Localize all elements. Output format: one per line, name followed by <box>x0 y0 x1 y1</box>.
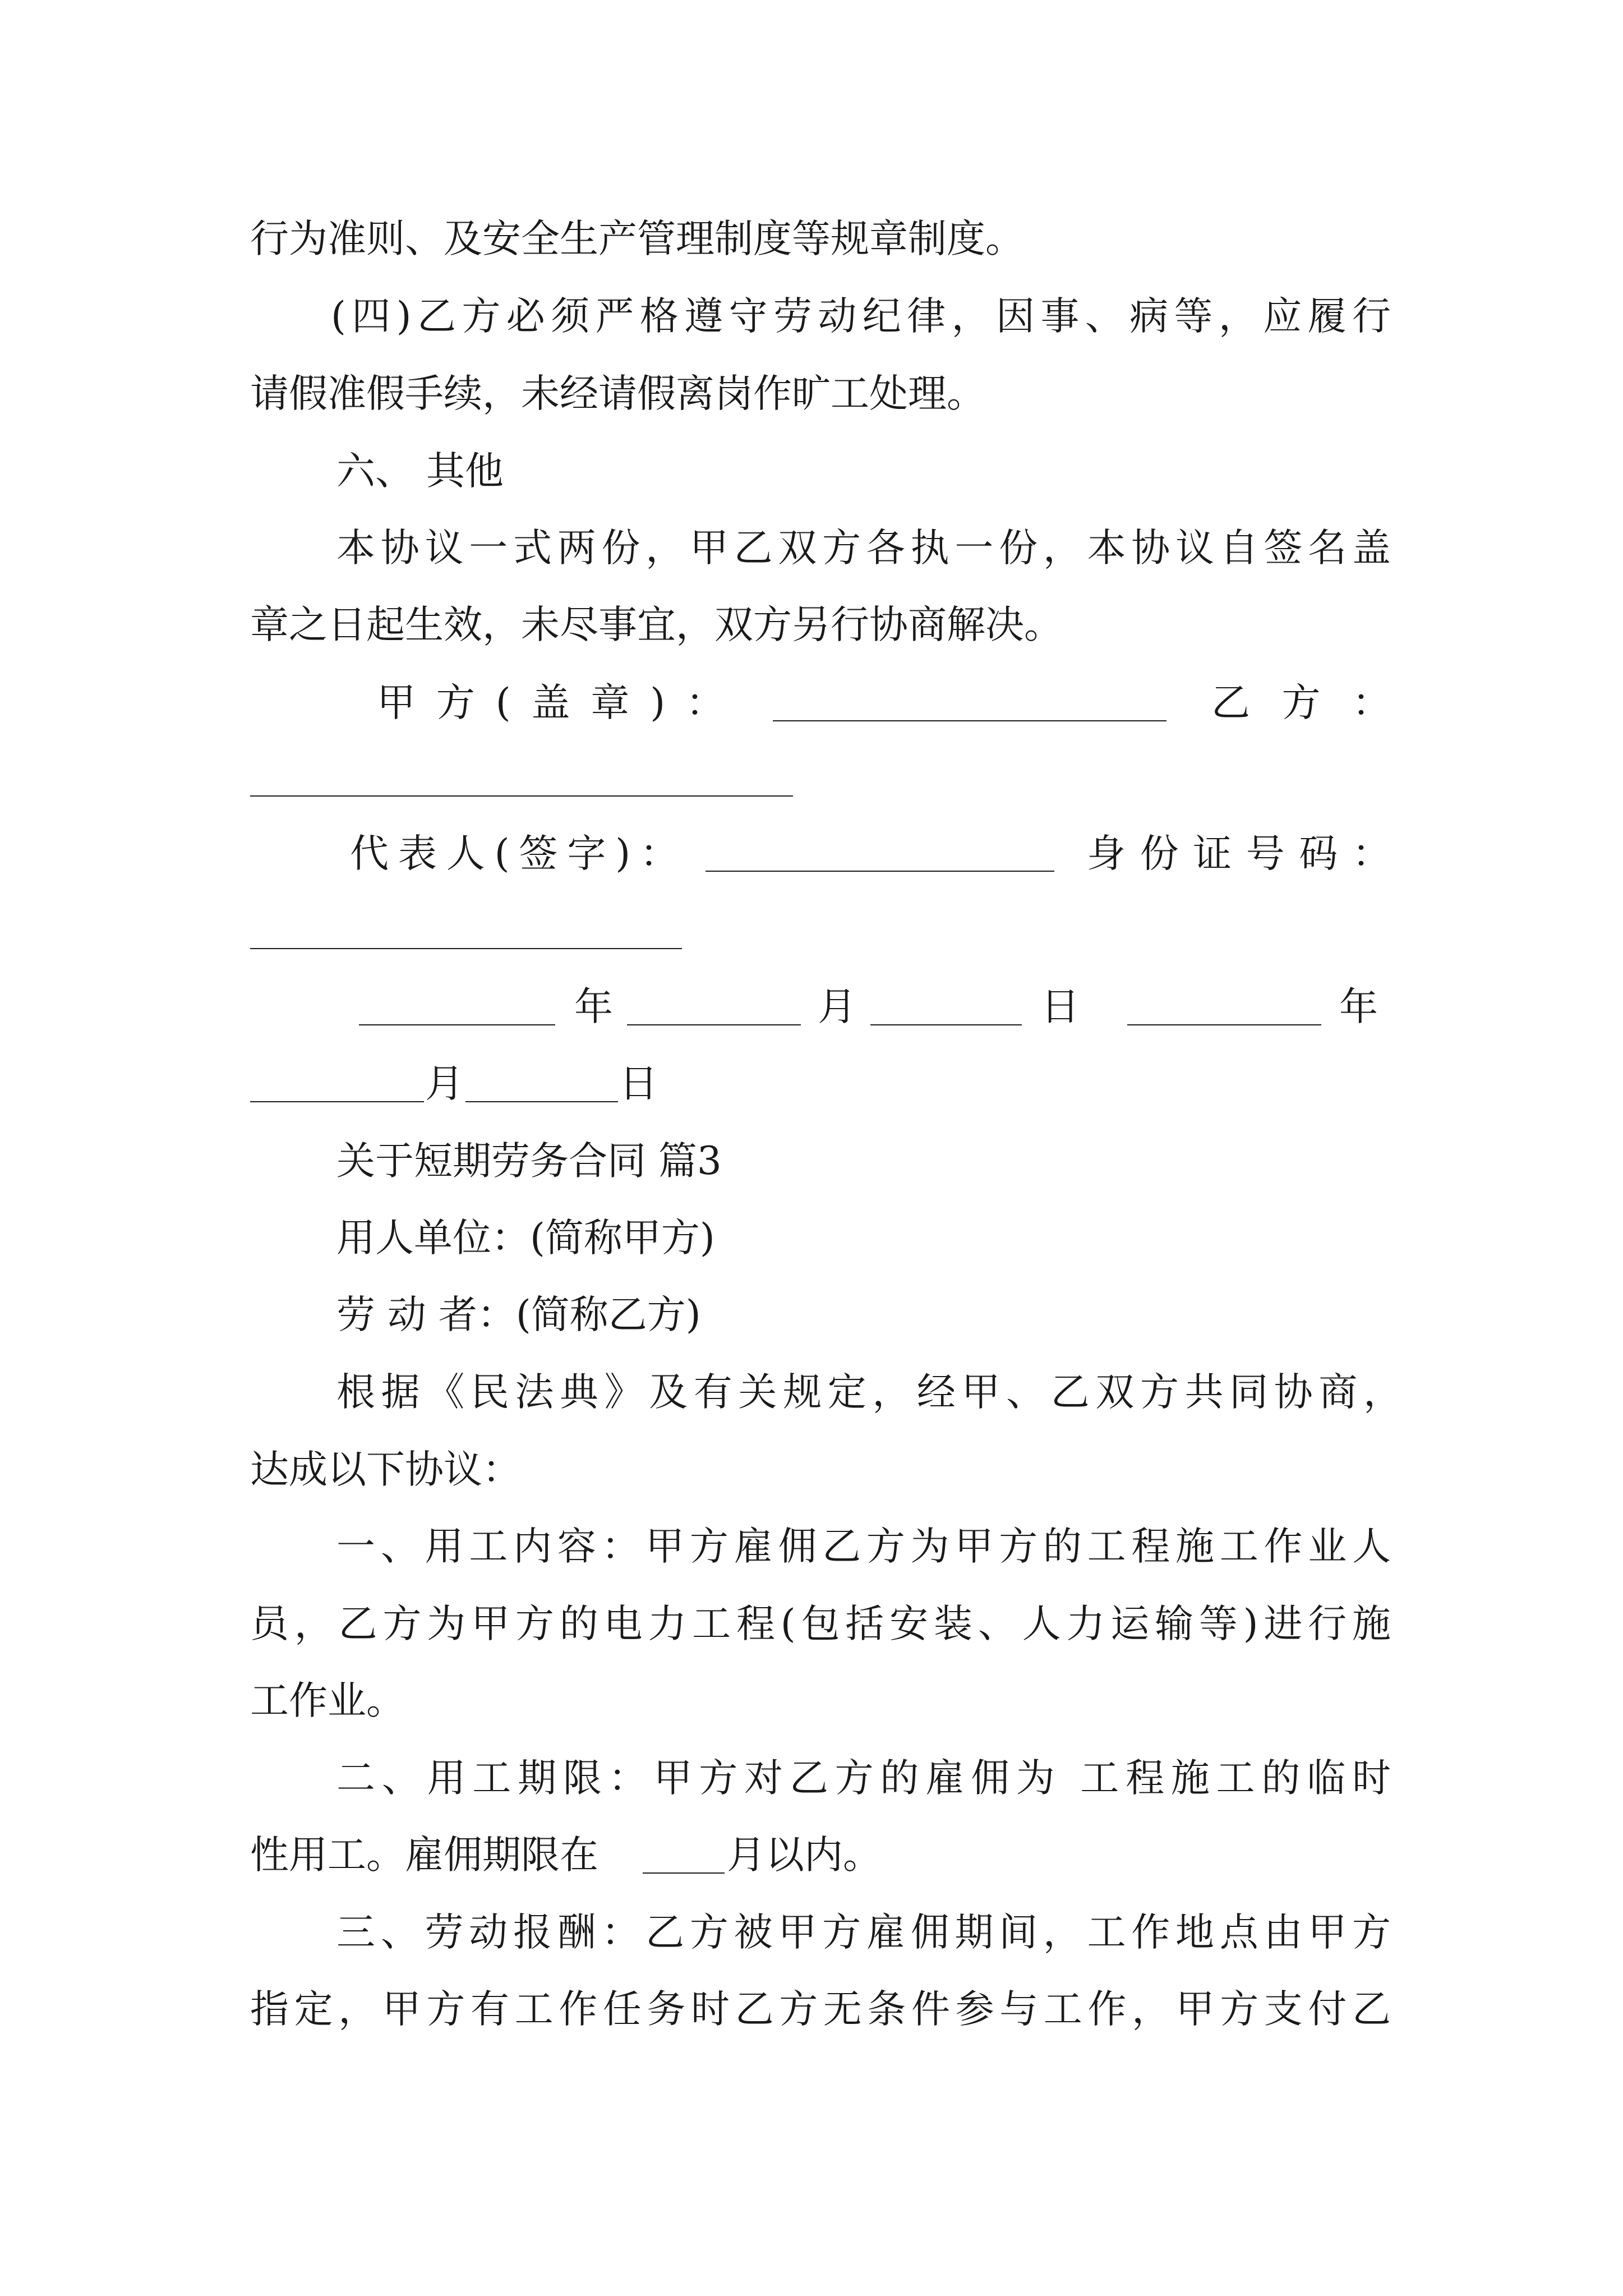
day-label: 日 <box>1041 984 1080 1029</box>
text-line: 根据《民法典》及有关规定，经甲、乙双方共同协商， <box>336 1370 1402 1415</box>
text-line: 达成以下协议： <box>250 1447 521 1492</box>
id-number-label: 身份证号码： <box>1087 831 1391 876</box>
text-line: 指定，甲方有工作任务时乙方无条件参与工作，甲方支付乙 <box>250 1987 1391 2032</box>
worker-line: 劳 动 者：(简称乙方) <box>336 1292 701 1337</box>
section-heading: 六、 其他 <box>336 449 504 494</box>
month-blank-a[interactable] <box>627 1024 801 1025</box>
text-line: 月以内。 <box>727 1833 882 1878</box>
text-line: 一、用工内容：甲方雇佣乙方为甲方的工程施工作业人 <box>336 1524 1391 1569</box>
period-blank[interactable] <box>643 1872 725 1874</box>
year-blank-b[interactable] <box>1127 1024 1321 1025</box>
text-line: (四)乙方必须严格遵守劳动纪律，因事、病等，应履行 <box>331 294 1391 339</box>
text-line: 请假准假手续，未经请假离岗作旷工处理。 <box>250 371 985 416</box>
party-a-label: 甲方(盖章)： <box>377 680 725 725</box>
month-label: 月 <box>818 984 856 1029</box>
day-blank-b[interactable] <box>465 1101 618 1102</box>
text-line: 行为准则、及安全生产管理制度等规章制度。 <box>250 217 1024 261</box>
text-line: 章之日起生效，未尽事宜，双方另行协商解决。 <box>250 602 1063 647</box>
employer-line: 用人单位：(简称甲方) <box>336 1216 715 1260</box>
representative-blank[interactable] <box>706 871 1054 872</box>
month-blank-b[interactable] <box>250 1101 424 1102</box>
year-blank-a[interactable] <box>359 1024 555 1025</box>
representative-label: 代表人(签字)： <box>350 831 679 876</box>
day-label: 日 <box>619 1061 658 1106</box>
text-line: 二、用工期限：甲方对乙方的雇佣为 工程施工的临时 <box>336 1756 1391 1801</box>
month-label: 月 <box>425 1061 464 1106</box>
text-line: 工作业。 <box>250 1678 405 1723</box>
year-label: 年 <box>1339 984 1378 1029</box>
text-line: 本协议一式两份，甲乙双方各执一份，本协议自签名盖 <box>336 526 1391 570</box>
text-line: 员，乙方为甲方的电力工程(包括安装、人力运输等)进行施 <box>250 1602 1391 1646</box>
year-label: 年 <box>574 984 613 1029</box>
party-b-blank[interactable] <box>250 795 793 797</box>
section-title: 关于短期劳务合同 篇3 <box>336 1139 722 1184</box>
id-number-blank[interactable] <box>250 948 682 949</box>
day-blank-a[interactable] <box>870 1024 1022 1025</box>
text-line: 性用工。雇佣期限在 <box>250 1833 598 1878</box>
party-a-blank[interactable] <box>773 720 1166 721</box>
party-b-label: 乙方： <box>1211 680 1391 725</box>
text-line: 三、劳动报酬：乙方被甲方雇佣期间，工作地点由甲方 <box>336 1910 1391 1955</box>
